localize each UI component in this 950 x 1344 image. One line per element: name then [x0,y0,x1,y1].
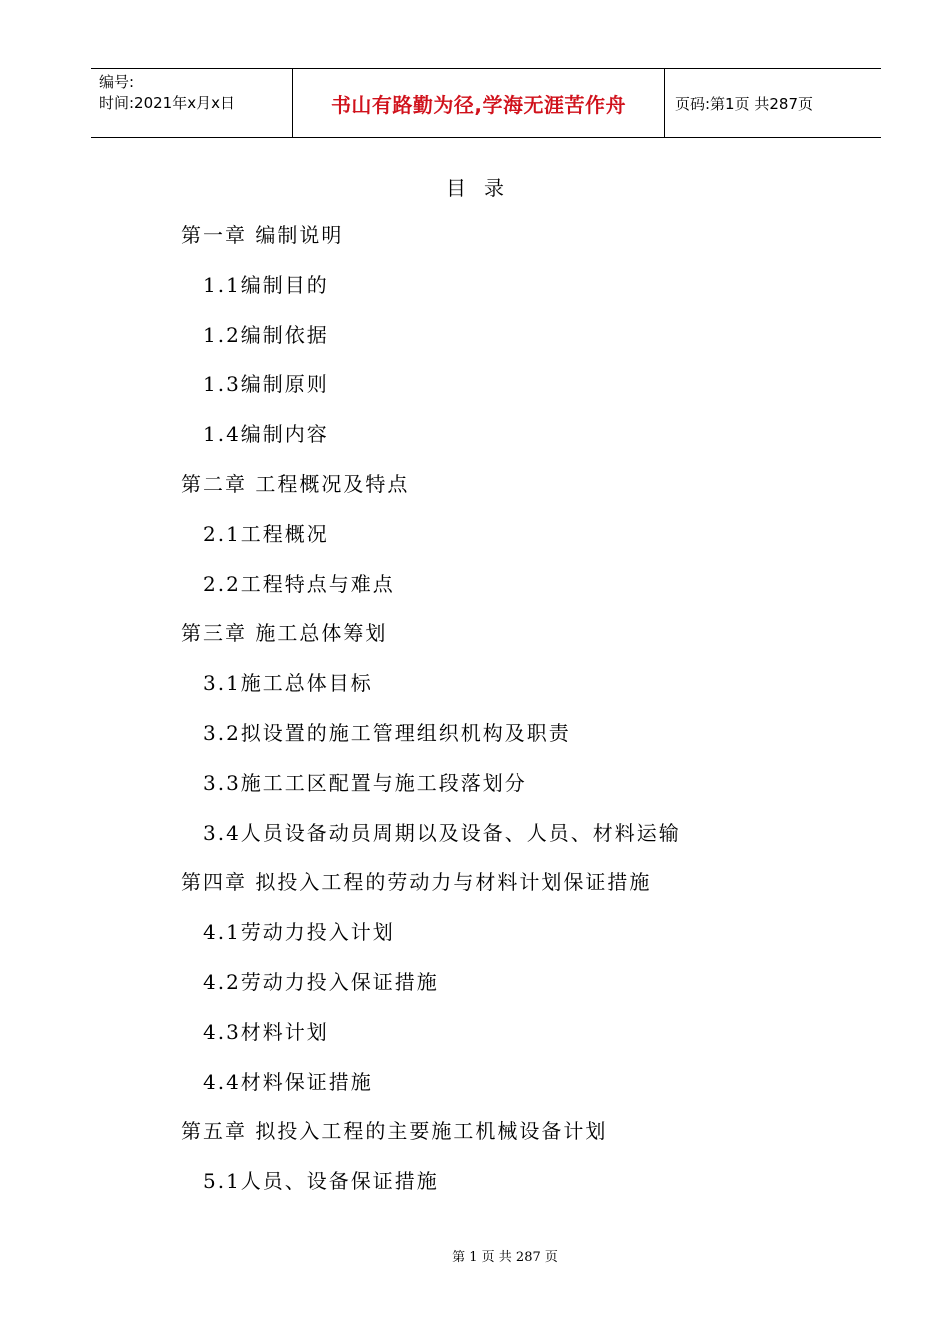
toc-section-item: 4.1劳动力投入计划 [203,920,395,945]
toc-section-item: 3.3施工工区配置与施工段落划分 [203,770,527,795]
header-motto: 书山有路勤为径,学海无涯苦作舟 [293,69,665,137]
toc-chapter-item: 第五章 拟投入工程的主要施工机械设备计划 [181,1119,608,1144]
toc-section-item: 4.2劳动力投入保证措施 [203,969,439,994]
toc-section-item: 3.4人员设备动员周期以及设备、人员、材料运输 [203,820,681,845]
toc-chapter-item: 第一章 编制说明 [181,223,344,247]
toc-chapter-item: 第二章 工程概况及特点 [181,471,410,496]
header-page-label: 页码:第1页 共287页 [675,94,813,113]
number-label: 编号: [99,73,135,91]
toc-section-item: 2.1工程概况 [203,521,329,546]
toc-chapter-item: 第四章 拟投入工程的劳动力与材料计划保证措施 [181,870,652,895]
toc-section-item: 4.4材料保证措施 [203,1069,373,1094]
toc-title: 目录 [446,176,522,200]
toc-section-item: 4.3材料计划 [203,1019,329,1044]
toc-section-item: 3.2拟设置的施工管理组织机构及职责 [203,720,571,745]
page-header [91,68,881,138]
toc-chapter-item: 第三章 施工总体筹划 [181,621,388,646]
toc-section-item: 1.4编制内容 [203,422,329,447]
toc-section-item: 1.2编制依据 [203,322,329,347]
toc-section-item: 3.1施工总体目标 [203,671,373,696]
toc-section-item: 1.3编制原则 [203,372,329,397]
toc-section-item: 1.1编制目的 [203,272,329,297]
header-meta [91,69,293,137]
toc-section-item: 2.2工程特点与难点 [203,571,395,596]
page-footer: 第 1 页 共 287 页 [452,1250,558,1265]
toc-section-item: 5.1人员、设备保证措施 [203,1169,439,1194]
time-label: 时间:2021年x月x日 [99,94,235,112]
table-of-contents [181,217,681,1213]
